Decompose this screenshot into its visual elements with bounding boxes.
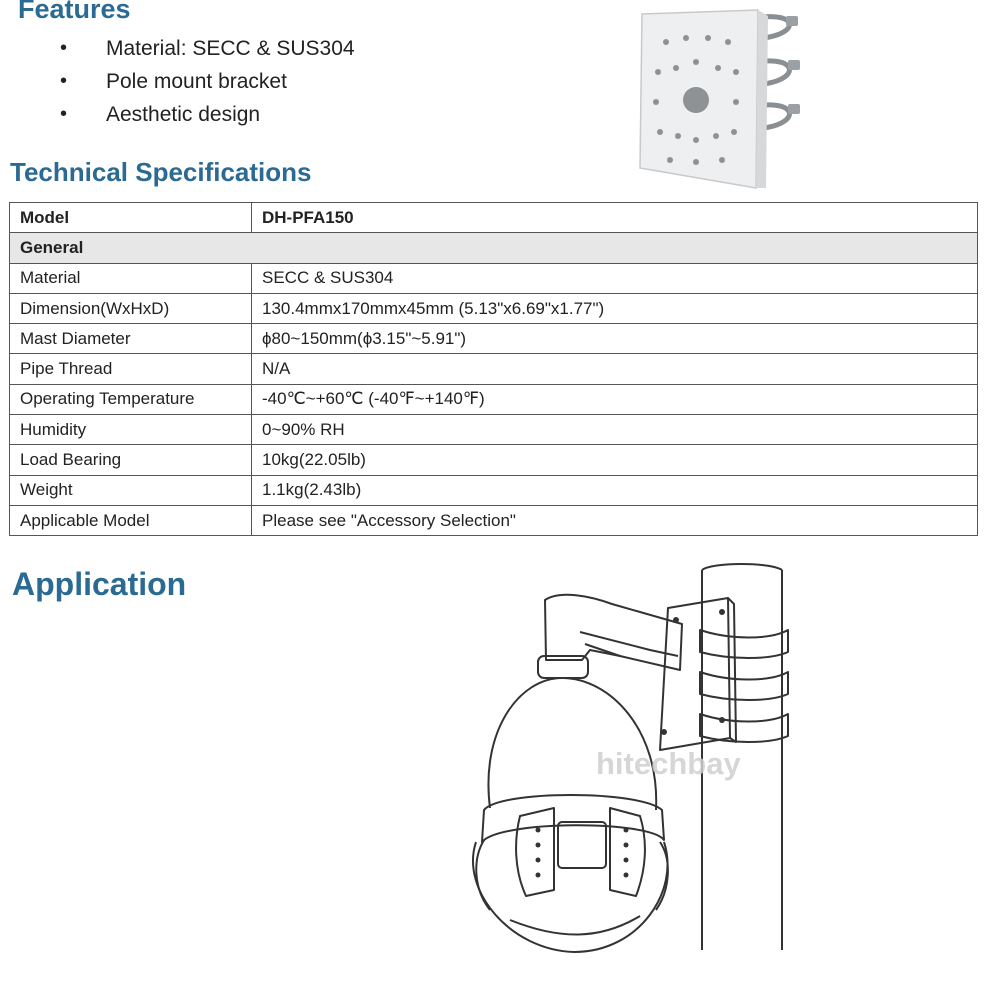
feature-item: • Aesthetic design [58, 98, 355, 131]
section-label: General [10, 233, 978, 263]
spec-value: N/A [252, 354, 978, 384]
table-row [10, 293, 978, 323]
application-heading: Application [12, 566, 187, 602]
feature-item: • Pole mount bracket [58, 65, 355, 98]
table-row [10, 415, 978, 445]
table-row [10, 233, 978, 263]
table-row [10, 445, 978, 475]
spec-label: Model [10, 203, 252, 233]
spec-value: 130.4mmx170mmx45mm (5.13"x6.69"x1.77") [252, 293, 978, 323]
spec-value: ϕ80~150mm(ϕ3.15"~5.91") [252, 324, 978, 354]
features-heading: Features [18, 0, 131, 24]
spec-label: Operating Temperature [10, 384, 252, 414]
watermark: hitechbay [596, 746, 741, 781]
spec-value: -40℃~+60℃ (-40℉~+140℉) [252, 384, 978, 414]
spec-value: Please see "Accessory Selection" [252, 505, 978, 535]
table-row [10, 354, 978, 384]
table-row [10, 475, 978, 505]
spec-label: Humidity [10, 415, 252, 445]
table-row [10, 263, 978, 293]
features-list [58, 32, 355, 131]
spec-label: Load Bearing [10, 445, 252, 475]
spec-label: Material [10, 263, 252, 293]
specs-heading: Technical Specifications [10, 157, 312, 187]
spec-label: Dimension(WxHxD) [10, 293, 252, 323]
spec-label: Pipe Thread [10, 354, 252, 384]
spec-table [9, 202, 978, 536]
feature-item: • Material: SECC & SUS304 [58, 32, 355, 65]
spec-value: DH-PFA150 [252, 203, 978, 233]
spec-value: 0~90% RH [252, 415, 978, 445]
spec-label: Weight [10, 475, 252, 505]
spec-value: 1.1kg(2.43lb) [252, 475, 978, 505]
spec-value: 10kg(22.05lb) [252, 445, 978, 475]
spec-label: Mast Diameter [10, 324, 252, 354]
bracket-product-image [636, 2, 806, 192]
table-row [10, 324, 978, 354]
table-row [10, 203, 978, 233]
table-row [10, 505, 978, 535]
spec-value: SECC & SUS304 [252, 263, 978, 293]
table-row [10, 384, 978, 414]
spec-label: Applicable Model [10, 505, 252, 535]
